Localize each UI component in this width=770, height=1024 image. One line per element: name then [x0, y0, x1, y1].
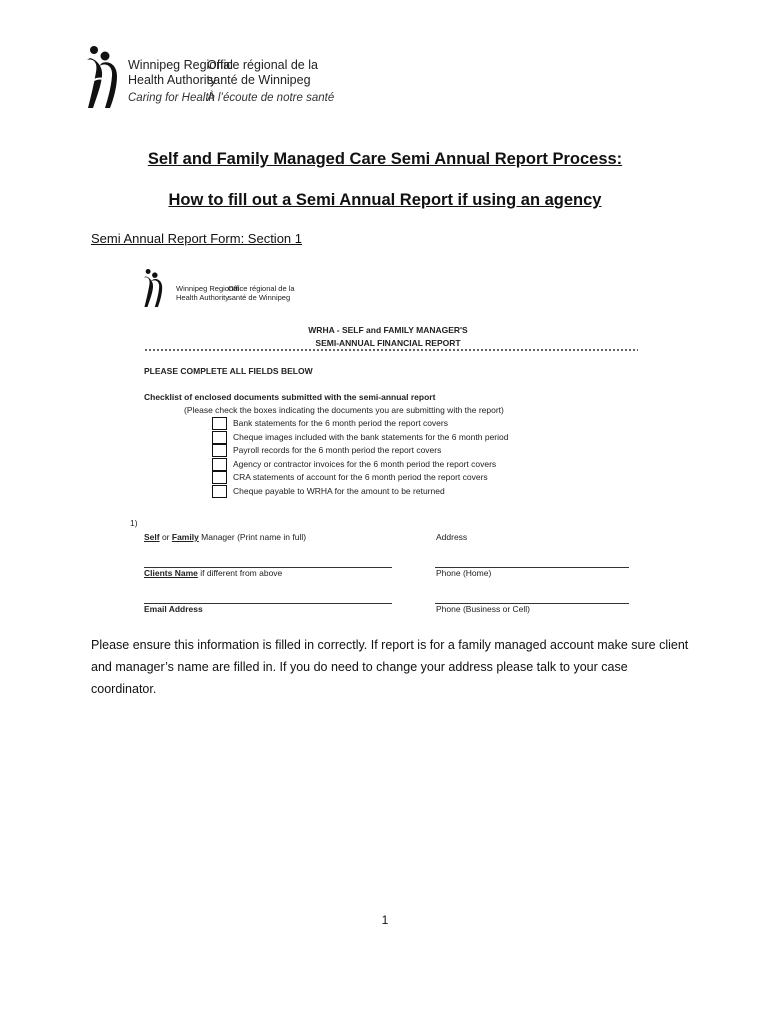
manager-name-label: [144, 532, 306, 542]
checklist-checkbox[interactable]: [212, 417, 227, 430]
or-word: or: [159, 532, 172, 542]
checklist-checkbox[interactable]: [212, 471, 227, 484]
checklist-item-label: CRA statements of account for the 6 month period the report covers: [233, 472, 488, 482]
phone-home-label: Phone (Home): [436, 568, 492, 578]
email-label: Email Address: [144, 604, 203, 614]
checklist-item-label: Cheque payable to WRHA for the amount to be returned: [233, 486, 445, 496]
form-org-en-line1: Winnipeg Regional: [176, 284, 239, 293]
family-word: Family: [171, 532, 199, 542]
clients-name-rest: if different from above: [197, 568, 283, 578]
tagline-en: Caring for Health: [128, 92, 215, 104]
page-number: 1: [381, 913, 389, 927]
checklist-item-label: Bank statements for the 6 month period the report covers: [233, 418, 448, 428]
form-org-fr-line2: santé de Winnipeg: [228, 293, 291, 302]
clients-name-label: [144, 568, 282, 578]
document-subtitle: How to fill out a Semi Annual Report if using an agency: [168, 191, 602, 209]
checklist-item-label: Cheque images included with the bank statements for the 6 month period: [233, 432, 509, 442]
form-org-fr-line1: Office régional de la: [228, 284, 295, 293]
instruction-paragraph: Please ensure this information is filled in correctly. If report is for a family managed account make sure client and manager’s name are filled in. If you do need to change your address please talk to your case coordinator.: [91, 638, 689, 696]
wrha-logo-icon: [84, 44, 120, 110]
org-name-en-line1: Winnipeg Regional: [128, 58, 233, 72]
form-title-line1: WRHA - SELF and FAMILY MANAGER'S: [308, 325, 468, 335]
form-title-line2: SEMI-ANNUAL FINANCIAL REPORT: [315, 338, 461, 348]
org-name-en-line2: Health Authority: [128, 73, 217, 87]
field-group-number: 1): [130, 518, 138, 528]
form-instruction: PLEASE COMPLETE ALL FIELDS BELOW: [144, 366, 313, 376]
address-label: Address: [436, 532, 468, 542]
org-name-fr: [207, 58, 318, 88]
checklist-note: (Please check the boxes indicating the documents you are submitting with the report): [184, 405, 504, 415]
form-org-en-line2: Health Authority: [176, 293, 229, 302]
manager-rest: Manager (Print name in full): [198, 532, 307, 542]
document-title: Self and Family Managed Care Semi Annual Report Process:: [147, 150, 623, 168]
tagline-fr: À l’écoute de notre santé: [207, 92, 335, 104]
asterisk-divider: [144, 349, 638, 351]
checklist-item-label: Payroll records for the 6 month period the report covers: [233, 445, 442, 455]
checklist-item-label: Agency or contractor invoices for the 6 month period the report covers: [233, 459, 497, 469]
checklist-checkbox[interactable]: [212, 485, 227, 498]
form-image: [130, 262, 638, 624]
checklist-checkbox[interactable]: [212, 444, 227, 457]
checklist-checkbox[interactable]: [212, 431, 227, 444]
form-org-fr: [228, 284, 295, 302]
self-word: Self: [144, 532, 160, 542]
section-label: Semi Annual Report Form: Section 1: [91, 231, 302, 246]
form-logo-icon: [142, 266, 164, 310]
org-name-fr-line2: santé de Winnipeg: [207, 73, 311, 87]
org-name-fr-line1: Office régional de la: [207, 58, 318, 72]
checklist-checkbox[interactable]: [212, 458, 227, 471]
phone-business-label: Phone (Business or Cell): [436, 604, 531, 614]
clients-name-word: Clients Name: [144, 568, 198, 578]
checklist-heading: Checklist of enclosed documents submitted with the semi-annual report: [144, 392, 436, 402]
